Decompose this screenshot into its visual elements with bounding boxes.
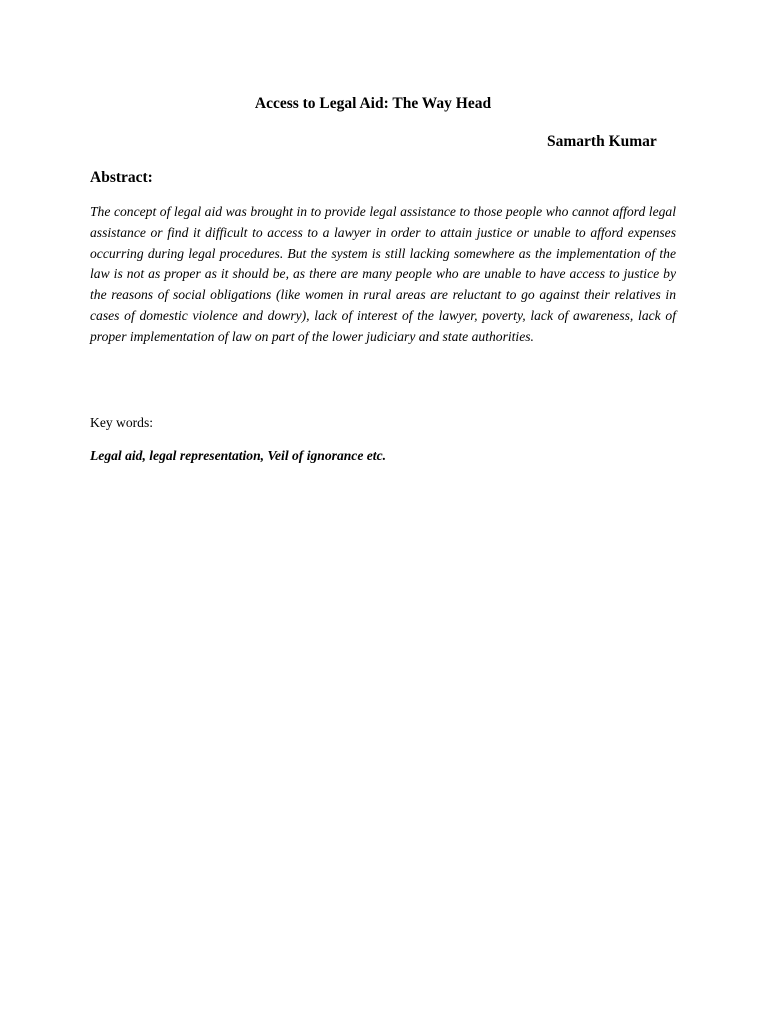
abstract-heading: Abstract: [90, 169, 153, 186]
document-title: Access to Legal Aid: The Way Head [254, 95, 492, 112]
keywords-value: Legal aid, legal representation, Veil of ignorance etc. [90, 448, 387, 463]
abstract-body: The concept of legal aid was brought in to provide legal assistance to those people who cannot afford legal assistance or find it difficult to access to a lawyer in order to attain justice or unable to afford expenses occurring during legal procedures. But the system is still lacking somewhere as the implementation of the law is not as proper as it should be, as there are many people who are unable to have access to justice by the reasons of social obligations (like women in rural areas are reluctant to go against their relatives in cases of domestic violence and dowry), lack of interest of the lawyer, poverty, lack of awareness, lack of proper implementation of law on part of the lower judiciary and state authorities. [90, 204, 676, 344]
keywords-label: Key words: [90, 415, 154, 430]
author-name: Samarth Kumar [547, 133, 657, 150]
